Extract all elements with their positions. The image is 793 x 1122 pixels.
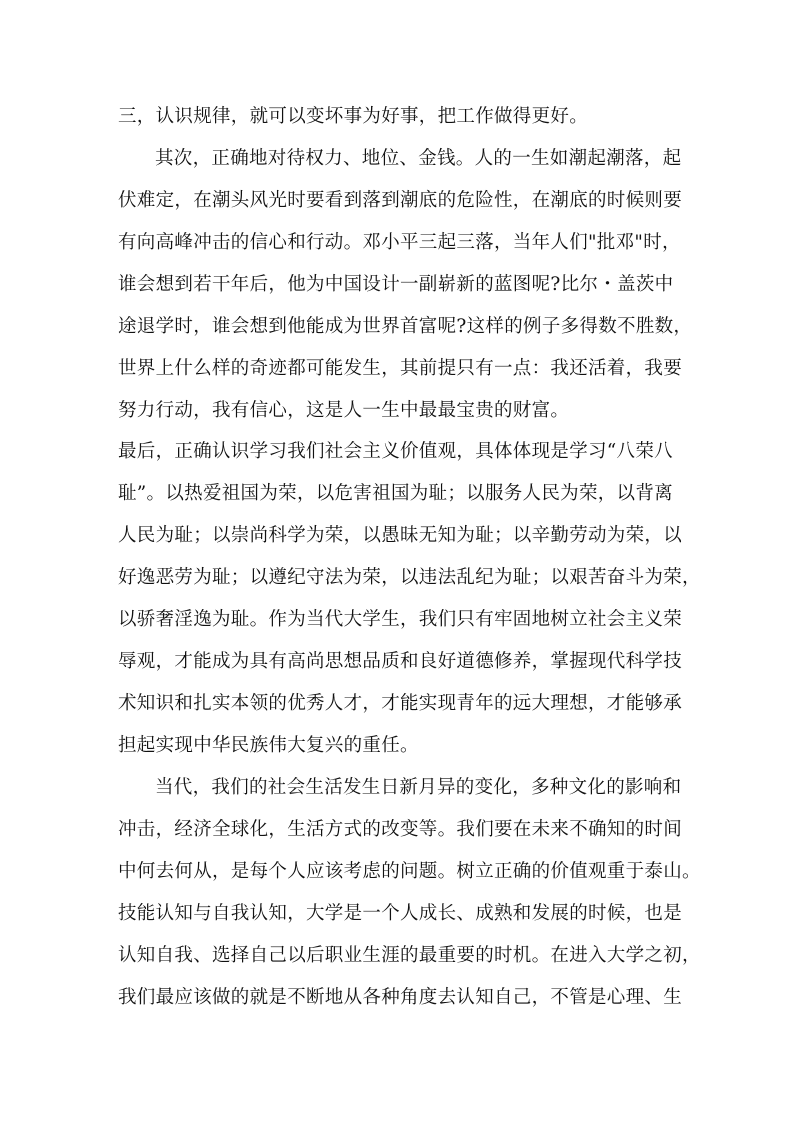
paragraph-line: 以骄奢淫逸为耻。作为当代大学生，我们只有牢固地树立社会主义荣: [118, 609, 683, 630]
paragraph-line: 最后，正确认识学习我们社会主义价值观，具体体现是学习“八荣八: [118, 441, 673, 462]
paragraph-line: 担起实现中华民族伟大复兴的重任。: [118, 735, 419, 756]
paragraph-line: 有向高峰冲击的信心和行动。邓小平三起三落，当年人们"批邓"时，: [118, 232, 681, 253]
paragraph-line: 耻”。以热爱祖国为荣，以危害祖国为耻；以服务人民为荣，以背离: [118, 483, 673, 504]
paragraph-line: 辱观，才能成为具有高尚思想品质和良好道德修养，掌握现代科学技: [118, 651, 683, 672]
paragraph-line: 其次，正确地对待权力、地位、金钱。人的一生如潮起潮落，起: [155, 148, 682, 169]
paragraph-line: 世界上什么样的奇迹都可能发生，其前提只有一点：我还活着，我要: [118, 358, 683, 379]
paragraph-line: 途退学时，谁会想到他能成为世界首富呢?这样的例子多得数不胜数，: [118, 316, 693, 337]
paragraph-line: 冲击，经济全球化，生活方式的改变等。我们要在未来不确知的时间: [118, 819, 683, 840]
paragraph-line: 术知识和扎实本领的优秀人才，才能实现青年的远大理想，才能够承: [118, 693, 683, 714]
paragraph-line: 三，认识规律，就可以变坏事为好事，把工作做得更好。: [118, 106, 589, 127]
paragraph-line: 人民为耻；以崇尚科学为荣，以愚昧无知为耻；以辛勤劳动为荣，以: [118, 525, 683, 546]
paragraph-line: 谁会想到若干年后，他为中国设计一副崭新的蓝图呢?比尔・盖茨中: [118, 274, 674, 295]
paragraph-line: 当代，我们的社会生活发生日新月异的变化，多种文化的影响和: [155, 777, 682, 798]
paragraph-line: 好逸恶劳为耻；以遵纪守法为荣，以违法乱纪为耻；以艰苦奋斗为荣，: [118, 567, 701, 588]
paragraph-line: 我们最应该做的就是不断地从各种角度去认知自己，不管是心理、生: [118, 987, 683, 1008]
paragraph-line: 中何去何从，是每个人应该考虑的问题。树立正确的价值观重于泰山。: [118, 861, 701, 882]
paragraph-line: 认知自我、选择自己以后职业生涯的最重要的时机。在进入大学之初，: [118, 945, 701, 966]
paragraph-line: 努力行动，我有信心，这是人一生中最最宝贵的财富。: [118, 400, 570, 421]
paragraph-line: 伏难定，在潮头风光时要看到落到潮底的危险性，在潮底的时候则要: [118, 190, 683, 211]
paragraph-line: 技能认知与自我认知，大学是一个人成长、成熟和发展的时候，也是: [118, 903, 683, 924]
